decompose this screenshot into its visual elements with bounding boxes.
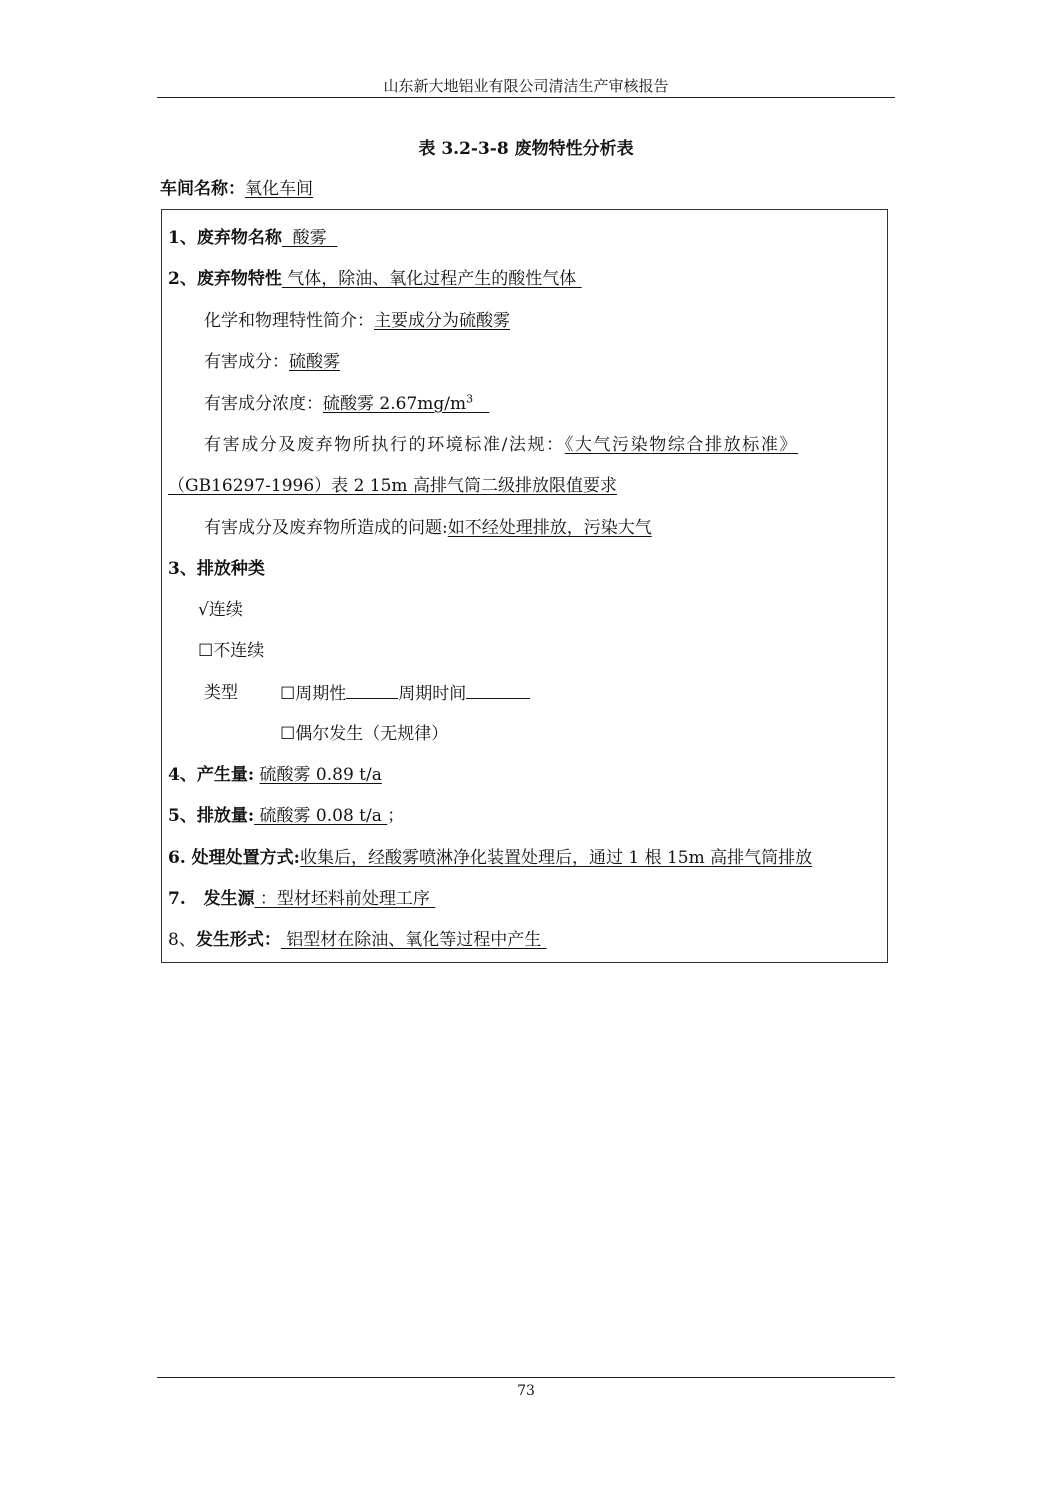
waste-name-row bbox=[168, 226, 337, 250]
property-intro-label: 化学和物理特性简介： bbox=[204, 311, 374, 331]
discharge-amount-tail: ； bbox=[387, 806, 405, 826]
source-label: 7. 发生源 bbox=[168, 889, 255, 909]
waste-property-row bbox=[168, 267, 582, 291]
problem-row bbox=[204, 516, 652, 540]
standard-value-part2: （GB16297-1996）表 2 15m 高排气筒二级排放限值要求 bbox=[168, 476, 617, 496]
treatment-row bbox=[168, 846, 812, 870]
standard-continuation-row bbox=[168, 474, 617, 498]
page-number: 73 bbox=[517, 1383, 535, 1399]
occurrence-form-label: 发生形式： bbox=[195, 930, 281, 950]
workshop-line bbox=[160, 177, 313, 201]
generation-amount-label: 4、产生量: bbox=[168, 765, 255, 785]
standard-row bbox=[204, 433, 798, 457]
standard-value-part1: 《大气污染物综合排放标准》 bbox=[564, 435, 799, 455]
harmful-concentration-row bbox=[204, 392, 489, 416]
type-label: 类型 bbox=[204, 683, 238, 703]
concentration-exponent: 3 bbox=[466, 392, 474, 406]
workshop-value: 氧化车间 bbox=[245, 179, 313, 199]
problem-label: 有害成分及废弃物所造成的问题: bbox=[204, 518, 448, 538]
harmful-concentration-label: 有害成分浓度： bbox=[204, 394, 323, 414]
discharge-type-label: 3、排放种类 bbox=[168, 559, 265, 579]
property-intro-row bbox=[204, 309, 510, 333]
header-divider bbox=[157, 97, 895, 98]
source-value: ：型材坯料前处理工序 bbox=[254, 889, 436, 909]
treatment-value: 收集后，经酸雾喷淋净化装置处理后，通过 1 根 15m 高排气筒排放 bbox=[299, 848, 813, 868]
report-header: 山东新大地铝业有限公司清洁生产审核报告 bbox=[383, 77, 669, 95]
discontinuous-option: ☐不连续 bbox=[198, 641, 265, 661]
continuous-option: √连续 bbox=[198, 600, 243, 620]
occurrence-form-row bbox=[168, 928, 547, 952]
harmful-component-value: 硫酸雾 bbox=[289, 352, 340, 372]
footer-divider bbox=[157, 1377, 895, 1378]
waste-property-label: 2、废弃物特性 bbox=[168, 269, 282, 289]
period-time-blank bbox=[466, 681, 530, 699]
problem-value: 如不经处理排放，污染大气 bbox=[447, 518, 652, 538]
discharge-amount-value: 硫酸雾 0.08 t/a bbox=[254, 806, 388, 826]
harmful-concentration-value bbox=[323, 394, 489, 414]
periodic-option: ☐周期性 bbox=[280, 684, 347, 704]
harmful-component-label: 有害成分： bbox=[204, 352, 289, 372]
waste-name-label: 1、废弃物名称 bbox=[168, 228, 282, 248]
source-row bbox=[168, 887, 435, 911]
occurrence-form-prefix: 8、 bbox=[168, 930, 196, 950]
waste-property-value: 气体，除油、氧化过程产生的酸性气体 bbox=[281, 269, 582, 289]
generation-amount-value: 硫酸雾 0.89 t/a bbox=[259, 765, 382, 785]
concentration-text: 硫酸雾 2.67mg/m bbox=[323, 394, 467, 414]
waste-analysis-table bbox=[161, 209, 888, 963]
occurrence-form-value: 铝型材在除油、氧化等过程中产生 bbox=[280, 930, 547, 950]
discharge-amount-label: 5、排放量: bbox=[168, 806, 255, 826]
periodic-row bbox=[280, 681, 530, 706]
harmful-component-row bbox=[204, 350, 340, 374]
occasional-option: ☐偶尔发生（无规律） bbox=[280, 724, 449, 744]
waste-name-value: 酸雾 bbox=[281, 228, 338, 248]
table-title: 表 3.2-3-8 废物特性分析表 bbox=[418, 139, 634, 159]
discharge-amount-row bbox=[168, 804, 404, 828]
standard-label: 有害成分及废弃物所执行的环境标准/法规： bbox=[204, 435, 565, 455]
workshop-label: 车间名称： bbox=[160, 179, 245, 199]
generation-amount-row bbox=[168, 763, 382, 787]
periodic-blank bbox=[346, 681, 398, 699]
period-time-label: 周期时间 bbox=[398, 684, 467, 704]
property-intro-value: 主要成分为硫酸雾 bbox=[374, 311, 510, 331]
treatment-label: 6. 处理处置方式: bbox=[168, 848, 300, 868]
